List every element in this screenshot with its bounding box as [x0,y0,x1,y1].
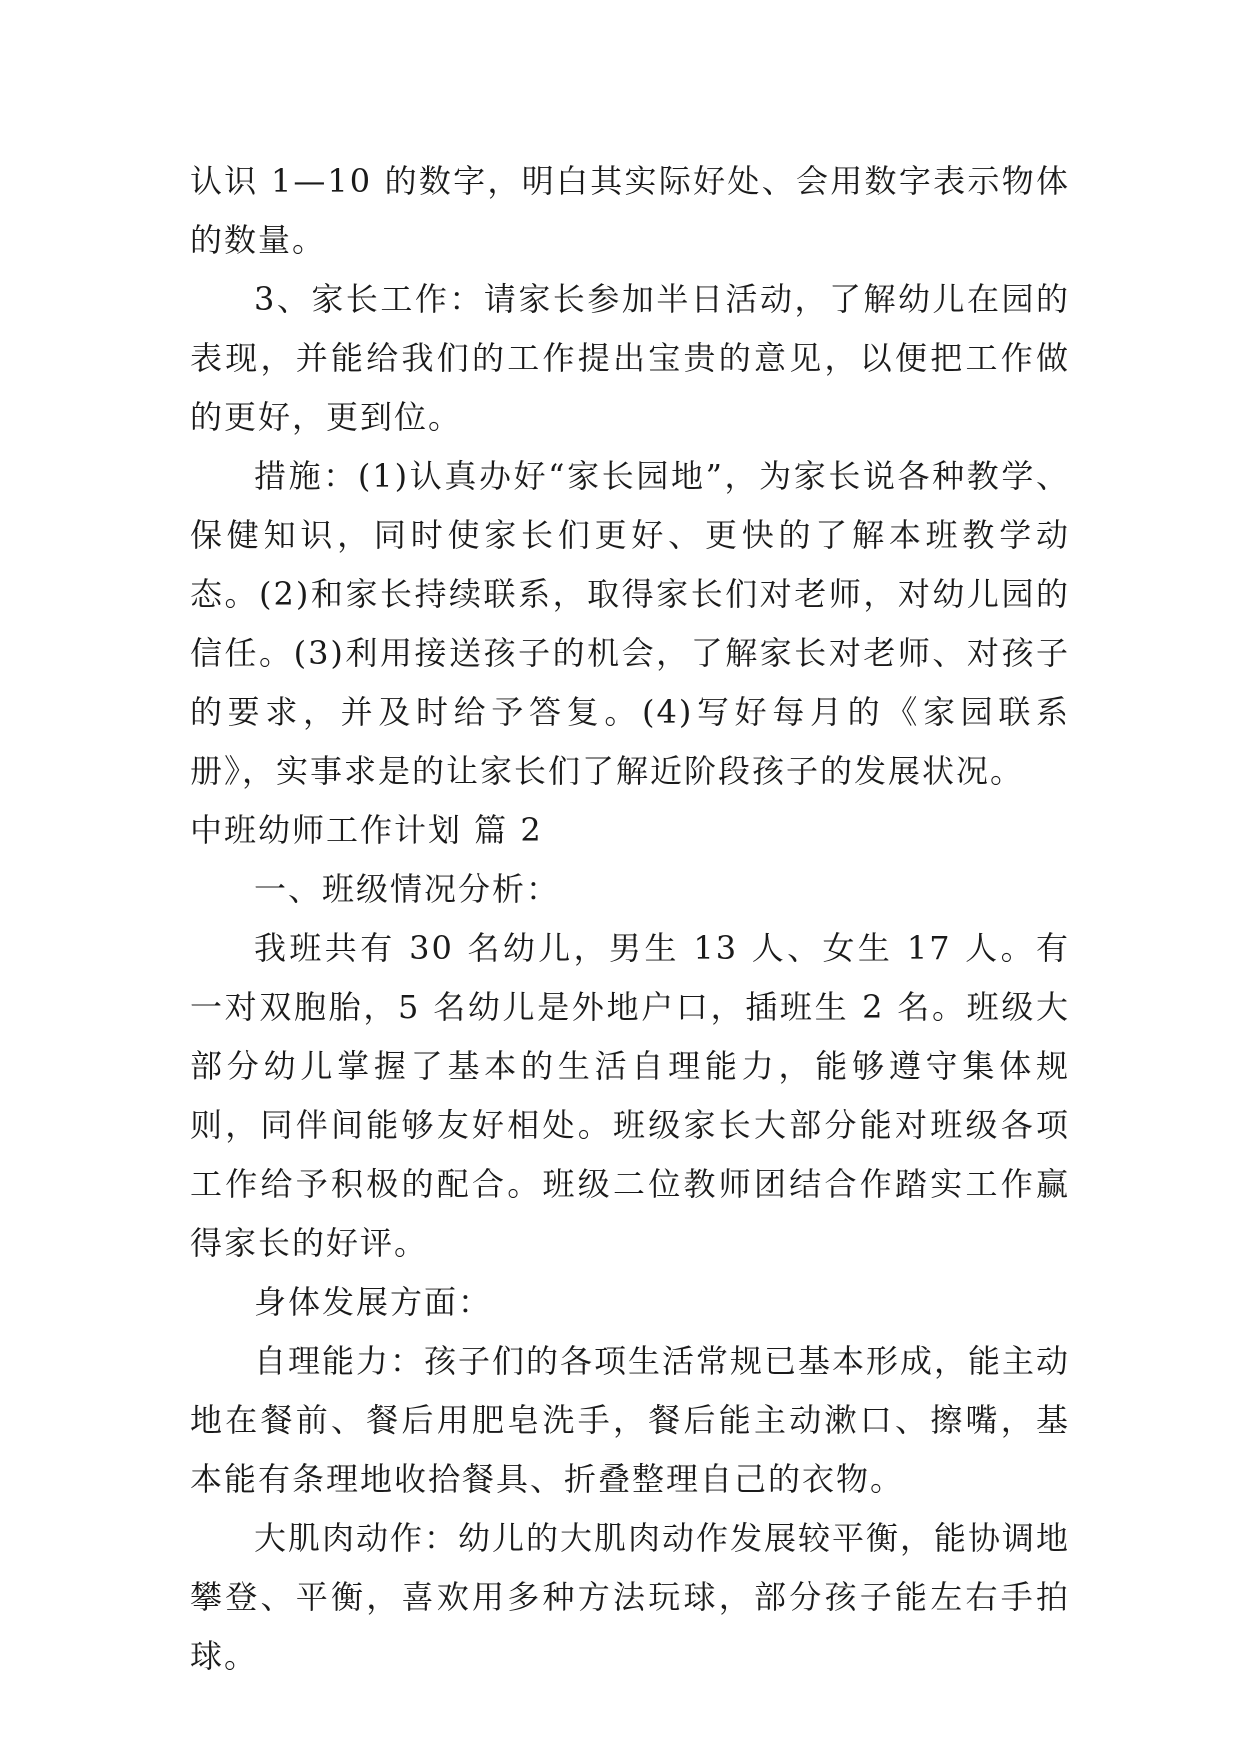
paragraph-self-care: 自理能力：孩子们的各项生活常规已基本形成，能主动地在餐前、餐后用肥皂洗手，餐后能主动漱口、擦嘴，基本能有条理地收拾餐具、折叠整理自己的衣物。 [190,1342,1071,1498]
paragraph-parent-work: 3、家长工作：请家长参加半日活动，了解幼儿在园的表现，并能给我们的工作提出宝贵的意见，以便把工作做的更好，更到位。 [190,280,1070,436]
paragraph-class-analysis-title: 一、班级情况分析： [254,870,561,908]
paragraph-measures: 措施：(1)认真办好“家长园地”，为家长说各种教学、保健知识，同时使家长们更好、更快的了解本班教学动态。(2)和家长持续联系，取得家长们对老师，对幼儿园的信任。(3)利用接送孩子的机会，了解家长对老师、对孩子的要求，并及时给予答复。(4)写好每月的《家园联系册》，实事求是的让家长们了解近阶段孩子的发展状况。 [190,457,1070,790]
paragraph-physical-title: 身体发展方面： [254,1283,493,1321]
paragraph-numbers: 认识 1—10 的数字，明白其实际好处、会用数字表示物体的数量。 [190,162,1070,259]
paragraph-gross-motor: 大肌肉动作：幼儿的大肌肉动作发展较平衡，能协调地攀登、平衡，喜欢用多种方法玩球，部分孩子能左右手拍球。 [190,1519,1071,1675]
section-heading: 中班幼师工作计划 篇 2 [190,811,543,849]
paragraph-class-overview: 我班共有 30 名幼儿，男生 13 人、女生 17 人。有一对双胞胎，5 名幼儿是外地户口，插班生 2 名。班级大部分幼儿掌握了基本的生活自理能力，能够遵守集体规则，同伴间能够友好相处。班级家长大部分能对班级各项工作给予积极的配合。班级二位教师团结合作踏实工作赢得家长的好评。 [190,929,1070,1262]
document-body [190,152,1070,1686]
